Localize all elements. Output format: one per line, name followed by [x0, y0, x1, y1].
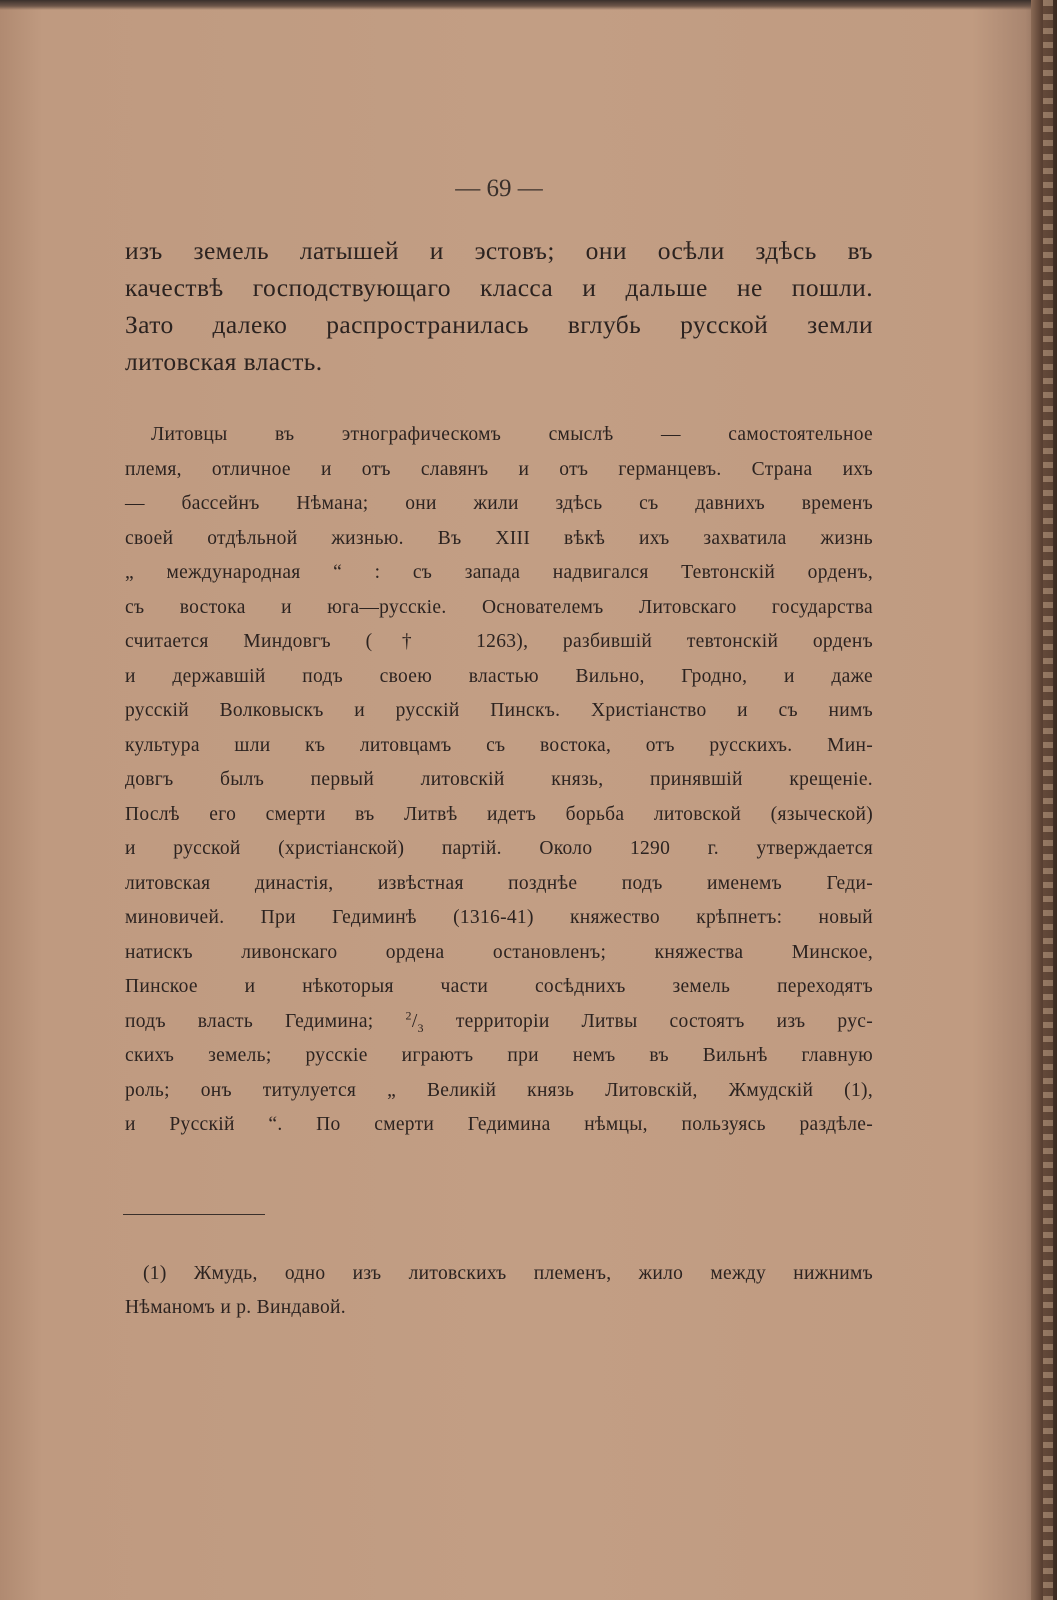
fraction-denominator: 3 — [417, 1020, 424, 1035]
body-line: миновичей. При Гедиминѣ (1316-41) княжество крѣпнетъ: новый — [125, 907, 873, 928]
body-line: русскій Волковыскъ и русскій Пинскъ. Христіанство и съ нимъ — [125, 700, 873, 721]
body-line: довгъ былъ первый литовскій князь, принявшій крещеніе. — [125, 769, 873, 790]
intro-line: Зато далеко распространилась вглубь русской земли — [125, 310, 873, 339]
body-line: натискъ ливонскаго ордена остановленъ; княжества Минское, — [125, 941, 873, 963]
intro-line: качествѣ господствующаго класса и дальше не пошли. — [125, 273, 873, 302]
body-line: „ международная “ : съ запада надвигался Тевтонскій орденъ, — [125, 562, 873, 583]
footnote-separator — [123, 1214, 265, 1215]
footnote-line: Нѣманомъ и р. Виндавой. — [125, 1297, 346, 1318]
body-line: съ востока и юга—русскіе. Основателемъ Литовскаго государства — [125, 596, 873, 618]
body-line: скихъ земель; русскіе играютъ при немъ въ Вильнѣ главную — [125, 1045, 873, 1066]
intro-line: литовская власть. — [125, 347, 323, 376]
body-line: роль; онъ титулуется „ Великій князь Литовскій, Жмудскій (1), — [125, 1079, 873, 1101]
body-line: своей отдѣльной жизнью. Въ XIII вѣкѣ ихъ захватила жизнь — [125, 527, 873, 549]
body-line: считается Миндовгъ († 1263), разбившій тевтонскій орденъ — [125, 631, 873, 652]
intro-line: изъ земель латышей и эстовъ; они осѣли здѣсь въ — [125, 236, 873, 265]
body-line: и Русскій “. По смерти Гедимина нѣмцы, пользуясь раздѣле- — [125, 1114, 873, 1135]
body-line: — бассейнъ Нѣмана; они жили здѣсь съ давнихъ временъ — [125, 493, 873, 514]
page-top-edge — [0, 0, 1057, 10]
body-line: племя, отличное и отъ славянъ и отъ германцевъ. Страна ихъ — [125, 458, 873, 480]
body-line-fraction: подъ власть Гедимина; $^2/_3$ территоріи Литвы состоятъ изъ рус- — [125, 1008, 873, 1035]
body-line: Литовцы въ этнографическомъ смыслѣ — самостоятельное — [151, 424, 873, 445]
fraction-numerator: 2 — [405, 1008, 412, 1022]
page-number: — 69 — — [455, 175, 543, 202]
footnote-line: (1) Жмудь, одно изъ литовскихъ племенъ, жило между нижнимъ — [143, 1263, 873, 1284]
body-line: литовская династія, извѣстная позднѣе подъ именемъ Геди- — [125, 872, 873, 894]
body-paragraph — [125, 418, 873, 1143]
body-line-fraction-before: подъ власть Гедимина; — [125, 1010, 374, 1032]
intro-paragraph — [125, 232, 873, 380]
body-line: Послѣ его смерти въ Литвѣ идетъ борьба литовской (языческой) — [125, 803, 873, 825]
body-line-fraction-after: территоріи Литвы состоятъ изъ рус- — [455, 1010, 873, 1032]
body-line: культура шли къ литовцамъ съ востока, отъ русскихъ. Мин- — [125, 734, 873, 756]
body-line: и русской (христіанской) партій. Около 1290 г. утверждается — [125, 838, 873, 859]
footnote — [125, 1257, 873, 1325]
spine-texture — [1043, 0, 1053, 1600]
body-line: Пинское и нѣкоторыя части сосѣднихъ земель переходятъ — [125, 976, 873, 997]
body-line: и державшій подъ своею властью Вильно, Гродно, и даже — [125, 665, 873, 687]
